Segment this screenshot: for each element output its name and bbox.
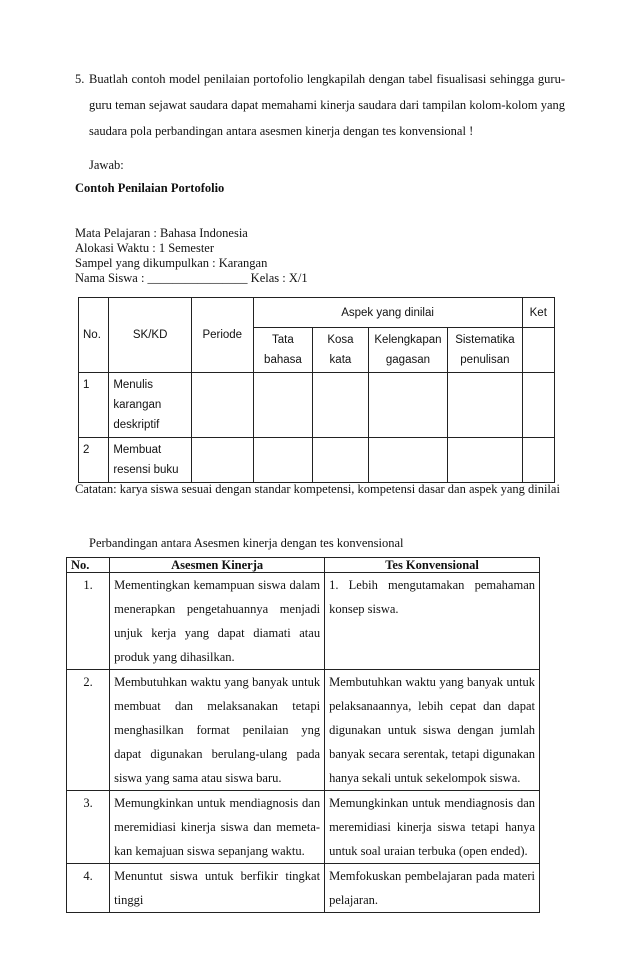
th-kosa-kata: Kosa kata	[313, 328, 368, 373]
question	[75, 66, 565, 144]
th-no: No.	[67, 558, 110, 573]
table-row	[79, 438, 555, 483]
cell-no: 2.	[67, 670, 110, 791]
info-time: Alokasi Waktu : 1 Semester	[75, 241, 215, 255]
cell-kinerja: Memungkinkan untuk mendiagnosis dan meremidiasi kinerja siswa dan memeta-kan kemajuan siswa sepanjang waktu.	[110, 791, 325, 864]
portfolio-table	[78, 297, 555, 483]
cell-konvensional: Membutuhkan waktu yang banyak untuk pelaksanaannya, lebih cepat dan dapat digunakan untuk siswa dengan jumlah banyak secara serentak, tetapi digunakan hanya sekali untuk sekelompok siswa.	[325, 670, 540, 791]
cell-no: 4.	[67, 864, 110, 913]
table-row	[67, 573, 540, 670]
table-row	[67, 864, 540, 913]
portfolio-info	[75, 226, 308, 286]
portfolio-title: Contoh Penilaian Portofolio	[75, 181, 225, 195]
cell-konvensional: 1. Lebih mengutamakan pemahaman konsep siswa.	[325, 573, 540, 670]
info-student: Nama Siswa : ________________ Kelas : X/1	[75, 271, 308, 285]
cell-kinerja: Menuntut siswa untuk berfikir tingkat tinggi	[110, 864, 325, 913]
table-row	[79, 373, 555, 438]
cell-konvensional: Memfokuskan pembelajaran pada materi pelajaran.	[325, 864, 540, 913]
cell-kinerja: Membutuhkan waktu yang banyak untuk membuat dan melaksanakan tetapi menghasilkan format penilaian yng dapat digunakan berulang-ulang pada siswa yang sama atau siswa baru.	[110, 670, 325, 791]
info-subject: Mata Pelajaran : Bahasa Indonesia	[75, 226, 248, 240]
cell-no: 2	[79, 438, 109, 483]
th-periode: Periode	[191, 298, 253, 373]
th-kelengkapan: Kelengkapan gagasan	[368, 328, 448, 373]
cell-no: 1.	[67, 573, 110, 670]
th-kinerja: Asesmen Kinerja	[110, 558, 325, 573]
th-no: No.	[79, 298, 109, 373]
cell-konvensional: Memungkinkan untuk mendiagnosis dan meremidiasi kinerja siswa tetapi hanya untuk soal uraian terbuka (open ended).	[325, 791, 540, 864]
question-text: Buatlah contoh model penilaian portofolio lengkapilah dengan tabel fisualisasi sehingga guru-guru teman sejawat saudara dapat memahami kinerja saudara dari tampilan kolom-kolom yang saudara pola perbandingan antara asesmen kinerja dengan tes konvensional !	[89, 72, 565, 138]
table-row	[67, 670, 540, 791]
cell-no: 1	[79, 373, 109, 438]
table-row	[67, 791, 540, 864]
th-skkd: SK/KD	[109, 298, 192, 373]
portfolio-note: Catatan: karya siswa sesuai dengan standar kompetensi, kompetensi dasar dan aspek yang dinilai	[75, 482, 560, 496]
comparison-title: Perbandingan antara Asesmen kinerja dengan tes konvensional	[89, 536, 404, 550]
comparison-table	[66, 557, 540, 913]
th-ket: Ket	[522, 298, 554, 328]
cell-kinerja: Mementingkan kemampuan siswa dalam menerapkan pengetahuannya menjadi unjuk kerja yang dapat diamati atau produk yang dihasilkan.	[110, 573, 325, 670]
th-tata-bahasa: Tata bahasa	[253, 328, 313, 373]
cell-skkd: Membuat resensi buku	[109, 438, 192, 483]
cell-skkd: Menulis karangan deskriptif	[109, 373, 192, 438]
th-konvensional: Tes Konvensional	[325, 558, 540, 573]
cell-no: 3.	[67, 791, 110, 864]
info-sample: Sampel yang dikumpulkan : Karangan	[75, 256, 268, 270]
answer-label: Jawab:	[89, 158, 124, 172]
th-aspek: Aspek yang dinilai	[253, 298, 522, 328]
th-sistematika: Sistematika penulisan	[448, 328, 522, 373]
question-number: 5.	[75, 72, 85, 86]
